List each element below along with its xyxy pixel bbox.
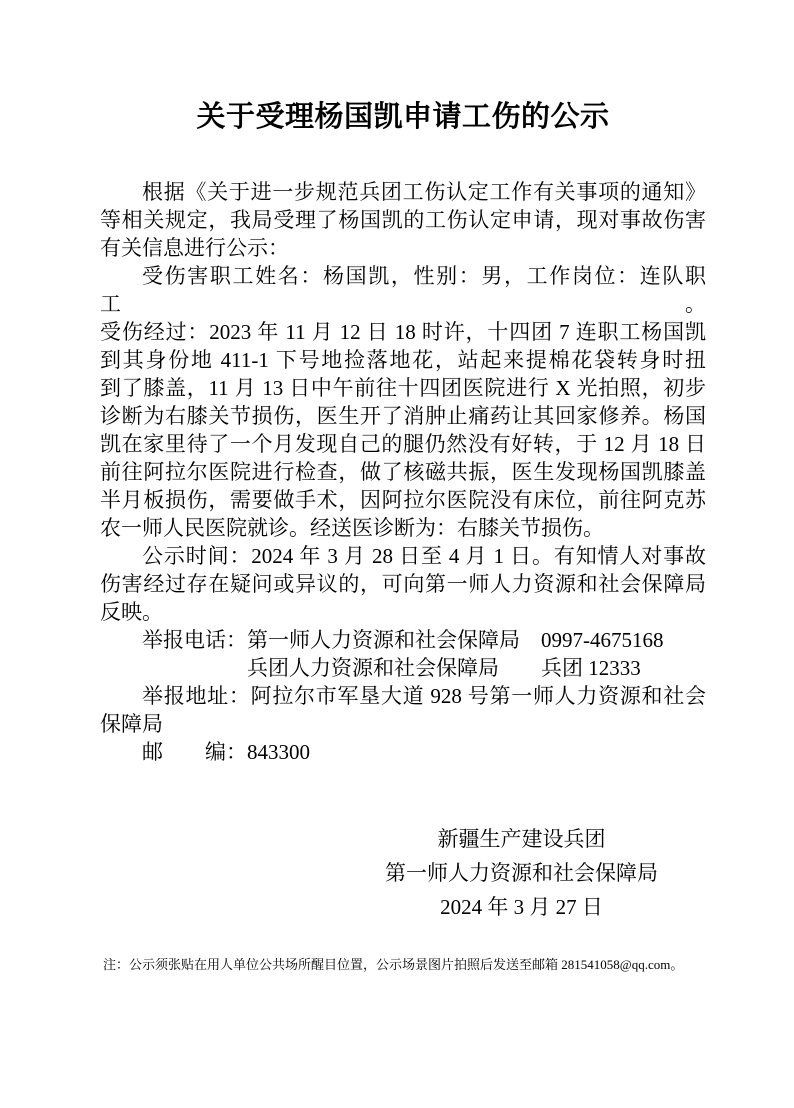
body-line: 凯在家里待了一个月发现自己的腿仍然没有好转，于 12 月 18 日 bbox=[100, 432, 706, 456]
body-line: 半月板损伤，需要做手术，因阿拉尔医院没有床位，前往阿克苏 bbox=[100, 488, 706, 512]
body-line: 有关信息进行公示： bbox=[100, 236, 289, 260]
signature-org-line1: 新疆生产建设兵团 bbox=[437, 827, 606, 851]
paragraph-injury-details bbox=[100, 262, 706, 542]
signature-date: 2024 年 3 月 27 日 bbox=[440, 895, 603, 919]
body-line: 受伤经过：2023 年 11 月 12 日 18 时许，十四团 7 连职工杨国凯 bbox=[100, 320, 706, 344]
signature-org-line2: 第一师人力资源和社会保障局 bbox=[385, 861, 658, 885]
body-line: 前往阿拉尔医院进行检查，做了核磁共振，医生发现杨国凯膝盖 bbox=[100, 460, 706, 484]
report-address-line2: 保障局 bbox=[100, 712, 163, 736]
body-line: 到其身份地 411-1 下号地捡落地花，站起来提棉花袋转身时扭 bbox=[100, 348, 706, 372]
body-line: 根据《关于进一步规范兵团工伤认定工作有关事项的通知》 bbox=[142, 180, 706, 204]
paragraph-intro bbox=[100, 178, 706, 262]
body-line: 到了膝盖，11 月 13 日中午前往十四团医院进行 X 光拍照，初步 bbox=[100, 376, 706, 400]
body-line: 受伤害职工姓名：杨国凯，性别：男，工作岗位：连队职工。 bbox=[100, 264, 706, 316]
report-phone-line1: 举报电话：第一师人力资源和社会保障局 0997-4675168 bbox=[142, 628, 664, 652]
report-address-line1: 举报地址：阿拉尔市军垦大道 928 号第一师人力资源和社会 bbox=[142, 684, 706, 708]
body-line: 公示时间：2024 年 3 月 28 日至 4 月 1 日。有知情人对事故 bbox=[142, 544, 706, 568]
signature-block bbox=[385, 822, 658, 924]
postal-code-line: 邮 编：843300 bbox=[142, 740, 310, 764]
footnote: 注：公示须张贴在用人单位公共场所醒目位置，公示场景图片拍照后发送至邮箱 281541058@qq.com。 bbox=[103, 957, 684, 972]
contact-info bbox=[100, 626, 706, 766]
paragraph-publicity-period bbox=[100, 542, 706, 626]
body-line: 诊断为右膝关节损伤，医生开了消肿止痛药让其回家修养。杨国 bbox=[100, 404, 706, 428]
body-line: 等相关规定，我局受理了杨国凯的工伤认定申请，现对事故伤害 bbox=[100, 208, 706, 232]
body-line: 农一师人民医院就诊。经送医诊断为：右膝关节损伤。 bbox=[100, 516, 604, 540]
report-phone-line2: 兵团人力资源和社会保障局 兵团 12333 bbox=[142, 656, 641, 680]
body-line: 伤害经过存在疑问或异议的，可向第一师人力资源和社会保障局 bbox=[100, 572, 706, 596]
document-body bbox=[100, 178, 706, 766]
body-line: 反映。 bbox=[100, 600, 163, 624]
document-title: 关于受理杨国凯申请工伤的公示 bbox=[196, 101, 610, 133]
